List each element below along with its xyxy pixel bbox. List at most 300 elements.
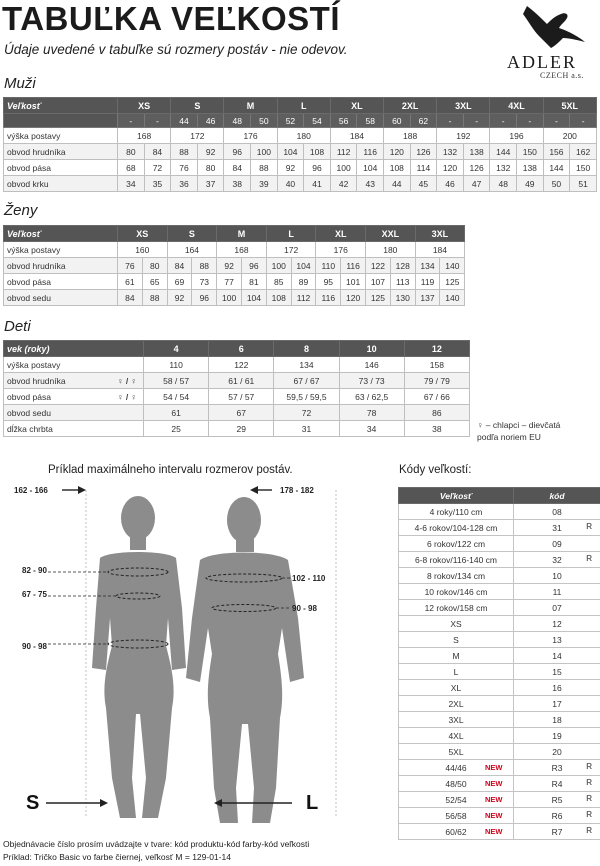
men-measure-row — [4, 176, 597, 192]
eu-size-cell: 48 — [224, 114, 251, 128]
row-label: obvod hrudníka — [4, 258, 118, 274]
code-size-cell: XS — [399, 616, 514, 632]
table-cell: 54 / 54 — [144, 389, 209, 405]
table-cell: 72 — [274, 405, 339, 421]
table-cell: 138 — [517, 160, 544, 176]
codes-row — [399, 824, 600, 840]
woman-height-label: 162 - 166 — [14, 486, 48, 495]
age-header: 6 — [209, 341, 274, 357]
row-label: obvod krku — [4, 176, 118, 192]
eu-size-cell: - — [437, 114, 464, 128]
table-cell: 89 — [291, 274, 316, 290]
men-measure-row — [4, 160, 597, 176]
code-size-cell: 2XL — [399, 696, 514, 712]
table-cell: 120 — [341, 290, 366, 306]
code-value-cell: 10 — [514, 568, 600, 584]
table-cell: 180 — [277, 128, 330, 144]
row-label — [4, 373, 144, 389]
codes-row — [399, 776, 600, 792]
code-value-cell: 16 — [514, 680, 600, 696]
table-cell: 150 — [570, 160, 597, 176]
table-cell: 51 — [570, 176, 597, 192]
table-cell: 48 — [490, 176, 517, 192]
table-cell: 112 — [330, 144, 357, 160]
table-cell: 38 — [404, 421, 469, 437]
table-cell: 67 / 66 — [404, 389, 469, 405]
woman-chest-label: 82 - 90 — [22, 566, 47, 575]
table-cell: 104 — [242, 290, 267, 306]
size-header: XXL — [366, 226, 416, 242]
code-value-cell: R3 R — [514, 760, 600, 776]
table-cell: 80 — [197, 160, 224, 176]
table-cell: 63 / 62,5 — [339, 389, 404, 405]
table-cell: 134 — [415, 258, 440, 274]
table-cell: 39 — [251, 176, 278, 192]
table-cell: 120 — [384, 144, 411, 160]
kids-gender-note — [477, 420, 560, 430]
table-cell: 196 — [490, 128, 543, 144]
table-cell: 112 — [291, 290, 316, 306]
table-cell: 110 — [144, 357, 209, 373]
r-mark-icon: R — [586, 826, 592, 835]
eu-size-cell: 52 — [277, 114, 304, 128]
women-header-row — [4, 226, 465, 242]
woman-waist-label: 67 - 75 — [22, 590, 47, 599]
codes-row — [399, 680, 600, 696]
code-value-cell: 32 R — [514, 552, 600, 568]
code-size-cell: 44/46 NEW — [399, 760, 514, 776]
footer-example: Príklad: Tričko Basic vo farbe čiernej, veľkosť M = 129-01-14 — [3, 852, 231, 862]
eu-size-cell: 62 — [410, 114, 437, 128]
code-value-cell: 19 — [514, 728, 600, 744]
section-women: Ženy — [4, 202, 38, 219]
kids-measure-row — [4, 405, 470, 421]
code-size-cell: 5XL — [399, 744, 514, 760]
r-mark-icon: R — [586, 554, 592, 563]
table-cell: 80 — [118, 144, 145, 160]
codes-row — [399, 808, 600, 824]
table-cell: 65 — [142, 274, 167, 290]
table-cell: 122 — [366, 258, 391, 274]
code-value-cell: 17 — [514, 696, 600, 712]
table-cell: 119 — [415, 274, 440, 290]
table-cell: 116 — [357, 144, 384, 160]
table-cell: 88 — [192, 258, 217, 274]
codes-row — [399, 632, 600, 648]
r-mark-icon: R — [586, 762, 592, 771]
section-kids: Deti — [4, 318, 31, 335]
table-cell: 67 / 67 — [274, 373, 339, 389]
r-mark-icon: R — [586, 778, 592, 787]
gender-icons: ♀ / ♀ — [117, 375, 137, 386]
men-measure-row — [4, 144, 597, 160]
table-cell: 144 — [490, 144, 517, 160]
table-cell: 184 — [330, 128, 383, 144]
row-label: obvod pása — [4, 160, 118, 176]
table-cell: 44 — [384, 176, 411, 192]
table-cell: 140 — [440, 258, 465, 274]
men-size-table — [3, 97, 597, 192]
table-cell: 100 — [266, 258, 291, 274]
row-label — [4, 421, 144, 437]
age-header: 10 — [339, 341, 404, 357]
code-size-cell: 56/58 NEW — [399, 808, 514, 824]
code-size-cell: 4-6 rokov/104-128 cm — [399, 520, 514, 536]
codes-row — [399, 648, 600, 664]
table-cell: 92 — [167, 290, 192, 306]
eu-size-cell: - — [570, 114, 597, 128]
table-cell: 96 — [242, 258, 267, 274]
table-cell: 34 — [339, 421, 404, 437]
size-l-label: L — [306, 792, 319, 814]
table-cell: 96 — [192, 290, 217, 306]
table-cell: 125 — [366, 290, 391, 306]
table-cell: 92 — [217, 258, 242, 274]
row-label: obvod pása — [4, 274, 118, 290]
size-header: 2XL — [384, 98, 437, 114]
table-cell: 79 / 79 — [404, 373, 469, 389]
codes-row — [399, 744, 600, 760]
table-cell: 108 — [304, 144, 331, 160]
kids-measure-row — [4, 389, 470, 405]
table-cell: 47 — [463, 176, 490, 192]
eu-size-cell: 54 — [304, 114, 331, 128]
codes-row — [399, 536, 600, 552]
table-cell: 140 — [440, 290, 465, 306]
table-cell: 176 — [224, 128, 277, 144]
code-value-cell: 15 — [514, 664, 600, 680]
codes-row — [399, 728, 600, 744]
table-cell: 100 — [217, 290, 242, 306]
table-cell: 38 — [224, 176, 251, 192]
table-cell: 172 — [266, 242, 316, 258]
table-cell: 61 / 61 — [209, 373, 274, 389]
eu-size-cell: 60 — [384, 114, 411, 128]
table-cell: 76 — [171, 160, 198, 176]
boy-icon: ♀ — [477, 420, 484, 430]
table-cell: 85 — [266, 274, 291, 290]
size-header: 3XL — [437, 98, 490, 114]
row-label: výška postavy — [4, 128, 118, 144]
table-cell: 168 — [118, 128, 171, 144]
code-value-cell: 09 — [514, 536, 600, 552]
table-cell: 58 / 57 — [144, 373, 209, 389]
kids-norm-note: podľa noriem EU — [477, 432, 541, 442]
eu-size-cell: 44 — [171, 114, 198, 128]
row-label — [4, 389, 144, 405]
table-cell: 108 — [384, 160, 411, 176]
code-value-cell: 07 — [514, 600, 600, 616]
eu-size-cell: 50 — [251, 114, 278, 128]
table-cell: 86 — [404, 405, 469, 421]
women-size-table — [3, 225, 465, 306]
table-cell: 69 — [167, 274, 192, 290]
r-mark-icon: R — [586, 810, 592, 819]
table-cell: 128 — [390, 258, 415, 274]
eu-size-cell: - — [543, 114, 570, 128]
row-label-text: obvod hrudníka — [7, 375, 66, 386]
table-cell: 180 — [366, 242, 416, 258]
codes-code-header: kód — [514, 488, 600, 504]
row-label-text: obvod sedu — [7, 407, 51, 418]
codes-title: Kódy veľkostí: — [399, 464, 472, 476]
size-header: L — [266, 226, 316, 242]
table-cell: 110 — [316, 258, 341, 274]
table-cell: 25 — [144, 421, 209, 437]
size-header: XS — [118, 226, 168, 242]
row-label — [4, 405, 144, 421]
age-header: 4 — [144, 341, 209, 357]
eu-size-cell: - — [490, 114, 517, 128]
code-size-cell: 52/54 NEW — [399, 792, 514, 808]
table-cell: 126 — [410, 144, 437, 160]
code-value-cell: R4 R — [514, 776, 600, 792]
table-cell: 92 — [277, 160, 304, 176]
table-cell: 100 — [330, 160, 357, 176]
size-s-label: S — [26, 792, 40, 814]
codes-row — [399, 760, 600, 776]
woman-figure — [92, 496, 186, 818]
size-codes-table — [398, 487, 600, 840]
size-header: L — [277, 98, 330, 114]
table-cell: 88 — [251, 160, 278, 176]
size-header-label: Veľkosť — [4, 98, 118, 114]
table-cell: 122 — [209, 357, 274, 373]
table-cell: 137 — [415, 290, 440, 306]
page-title: TABUĽKA VEĽKOSTÍ — [2, 0, 340, 37]
table-cell: 35 — [144, 176, 171, 192]
size-header: XL — [316, 226, 366, 242]
r-mark-icon: R — [586, 522, 592, 531]
codes-row — [399, 568, 600, 584]
table-cell: 81 — [242, 274, 267, 290]
code-size-cell: XL — [399, 680, 514, 696]
new-badge: NEW — [485, 779, 503, 788]
body-figures — [0, 478, 390, 838]
r-mark-icon: R — [586, 794, 592, 803]
size-header: M — [217, 226, 267, 242]
table-cell: 77 — [217, 274, 242, 290]
table-cell: 116 — [341, 258, 366, 274]
size-header: XS — [118, 98, 171, 114]
eu-size-cell: - — [144, 114, 171, 128]
table-cell: 49 — [517, 176, 544, 192]
size-header: 4XL — [490, 98, 543, 114]
size-header: 3XL — [415, 226, 465, 242]
code-size-cell: 60/62 NEW — [399, 824, 514, 840]
man-waist-label: 90 - 98 — [292, 604, 317, 613]
size-header-label: Veľkosť — [4, 226, 118, 242]
table-cell: 113 — [390, 274, 415, 290]
age-header-label: vek (roky) — [4, 341, 144, 357]
new-badge: NEW — [485, 827, 503, 836]
codes-row — [399, 792, 600, 808]
eu-size-cell: - — [463, 114, 490, 128]
code-size-cell: S — [399, 632, 514, 648]
table-cell: 84 — [144, 144, 171, 160]
row-label: obvod hrudníka — [4, 144, 118, 160]
footer-order-note: Objednávacie číslo prosím uvádzajte v tvare: kód produktu-kód farby-kód veľkosti — [3, 839, 310, 849]
table-cell: 61 — [118, 274, 143, 290]
eu-size-cell: 58 — [357, 114, 384, 128]
new-badge: NEW — [485, 763, 503, 772]
man-figure — [186, 497, 304, 823]
code-size-cell: 48/50 NEW — [399, 776, 514, 792]
table-cell: 188 — [384, 128, 437, 144]
table-cell: 96 — [304, 160, 331, 176]
codes-size-header: Veľkosť — [399, 488, 514, 504]
eu-size-cell: - — [118, 114, 145, 128]
table-cell: 172 — [171, 128, 224, 144]
table-cell: 160 — [118, 242, 168, 258]
table-cell: 37 — [197, 176, 224, 192]
codes-row — [399, 712, 600, 728]
table-cell: 84 — [118, 290, 143, 306]
figure-title: Príklad maximálneho intervalu rozmerov postáv. — [48, 464, 293, 476]
men-eu-size-row — [4, 114, 597, 128]
table-cell: 108 — [266, 290, 291, 306]
eu-size-cell: 46 — [197, 114, 224, 128]
table-cell: 84 — [224, 160, 251, 176]
table-cell — [4, 114, 118, 128]
table-cell: 29 — [209, 421, 274, 437]
code-size-cell: 10 rokov/146 cm — [399, 584, 514, 600]
table-cell: 88 — [171, 144, 198, 160]
section-men: Muži — [4, 75, 36, 92]
table-cell: 57 / 57 — [209, 389, 274, 405]
row-label — [4, 357, 144, 373]
table-cell: 158 — [404, 357, 469, 373]
table-cell: 88 — [142, 290, 167, 306]
code-size-cell: M — [399, 648, 514, 664]
table-cell: 176 — [316, 242, 366, 258]
woman-hips-label: 90 - 98 — [22, 642, 47, 651]
women-measure-row — [4, 290, 465, 306]
codes-header-row — [399, 488, 600, 504]
size-header: 5XL — [543, 98, 596, 114]
kids-measure-row — [4, 373, 470, 389]
code-value-cell: 20 — [514, 744, 600, 760]
table-cell: 134 — [274, 357, 339, 373]
table-cell: 132 — [490, 160, 517, 176]
table-cell: 34 — [118, 176, 145, 192]
code-value-cell: 31 R — [514, 520, 600, 536]
table-cell: 31 — [274, 421, 339, 437]
age-header: 8 — [274, 341, 339, 357]
table-cell: 126 — [463, 160, 490, 176]
new-badge: NEW — [485, 795, 503, 804]
table-cell: 116 — [316, 290, 341, 306]
row-label-text: dĺžka chrbta — [7, 423, 53, 434]
table-cell: 164 — [167, 242, 217, 258]
codes-row — [399, 504, 600, 520]
table-cell: 36 — [171, 176, 198, 192]
kids-note-text: – chlapci – dievčatá — [485, 420, 561, 430]
table-cell: 76 — [118, 258, 143, 274]
gender-icons: ♀ / ♀ — [117, 391, 137, 402]
code-size-cell: 4XL — [399, 728, 514, 744]
codes-row — [399, 600, 600, 616]
code-value-cell: 12 — [514, 616, 600, 632]
table-cell: 67 — [209, 405, 274, 421]
new-badge: NEW — [485, 811, 503, 820]
kids-header-row — [4, 341, 470, 357]
table-cell: 73 — [192, 274, 217, 290]
code-size-cell: 6 rokov/122 cm — [399, 536, 514, 552]
table-cell: 92 — [197, 144, 224, 160]
table-cell: 144 — [543, 160, 570, 176]
code-size-cell: 4 roky/110 cm — [399, 504, 514, 520]
men-height-row — [4, 128, 597, 144]
codes-row — [399, 520, 600, 536]
table-cell: 61 — [144, 405, 209, 421]
logo-sub: CZECH a.s. — [540, 71, 584, 80]
subtitle: Údaje uvedené v tabuľke sú rozmery postáv - nie odevov. — [4, 42, 348, 57]
table-cell: 41 — [304, 176, 331, 192]
table-cell: 168 — [217, 242, 267, 258]
codes-row — [399, 584, 600, 600]
eu-size-cell: - — [517, 114, 544, 128]
table-cell: 146 — [339, 357, 404, 373]
table-cell: 100 — [251, 144, 278, 160]
codes-row — [399, 616, 600, 632]
size-header: XL — [330, 98, 383, 114]
code-size-cell: 3XL — [399, 712, 514, 728]
table-cell: 43 — [357, 176, 384, 192]
women-measure-row — [4, 258, 465, 274]
table-cell: 132 — [437, 144, 464, 160]
men-header-row — [4, 98, 597, 114]
size-header: S — [167, 226, 217, 242]
logo-name: ADLER — [507, 52, 577, 72]
table-cell: 107 — [366, 274, 391, 290]
table-cell: 120 — [437, 160, 464, 176]
codes-row — [399, 664, 600, 680]
kids-size-table — [3, 340, 470, 437]
codes-row — [399, 552, 600, 568]
table-cell: 42 — [330, 176, 357, 192]
table-cell: 95 — [316, 274, 341, 290]
eu-size-cell: 56 — [330, 114, 357, 128]
table-cell: 125 — [440, 274, 465, 290]
code-size-cell: 8 rokov/134 cm — [399, 568, 514, 584]
code-size-cell: 6-8 rokov/116-140 cm — [399, 552, 514, 568]
code-value-cell: 18 — [514, 712, 600, 728]
table-cell: 104 — [357, 160, 384, 176]
codes-row — [399, 696, 600, 712]
row-label: výška postavy — [4, 242, 118, 258]
size-header: M — [224, 98, 277, 114]
man-chest-label: 102 - 110 — [292, 574, 326, 583]
table-cell: 96 — [224, 144, 251, 160]
table-cell: 46 — [437, 176, 464, 192]
code-size-cell: L — [399, 664, 514, 680]
code-value-cell: R5 R — [514, 792, 600, 808]
table-cell: 104 — [277, 144, 304, 160]
table-cell: 73 / 73 — [339, 373, 404, 389]
table-cell: 68 — [118, 160, 145, 176]
table-cell: 156 — [543, 144, 570, 160]
code-value-cell: R6 R — [514, 808, 600, 824]
code-value-cell: 08 — [514, 504, 600, 520]
age-header: 12 — [404, 341, 469, 357]
table-cell: 40 — [277, 176, 304, 192]
table-cell: 184 — [415, 242, 465, 258]
table-cell: 78 — [339, 405, 404, 421]
code-size-cell: 12 rokov/158 cm — [399, 600, 514, 616]
table-cell: 150 — [517, 144, 544, 160]
man-height-label: 178 - 182 — [280, 486, 314, 495]
